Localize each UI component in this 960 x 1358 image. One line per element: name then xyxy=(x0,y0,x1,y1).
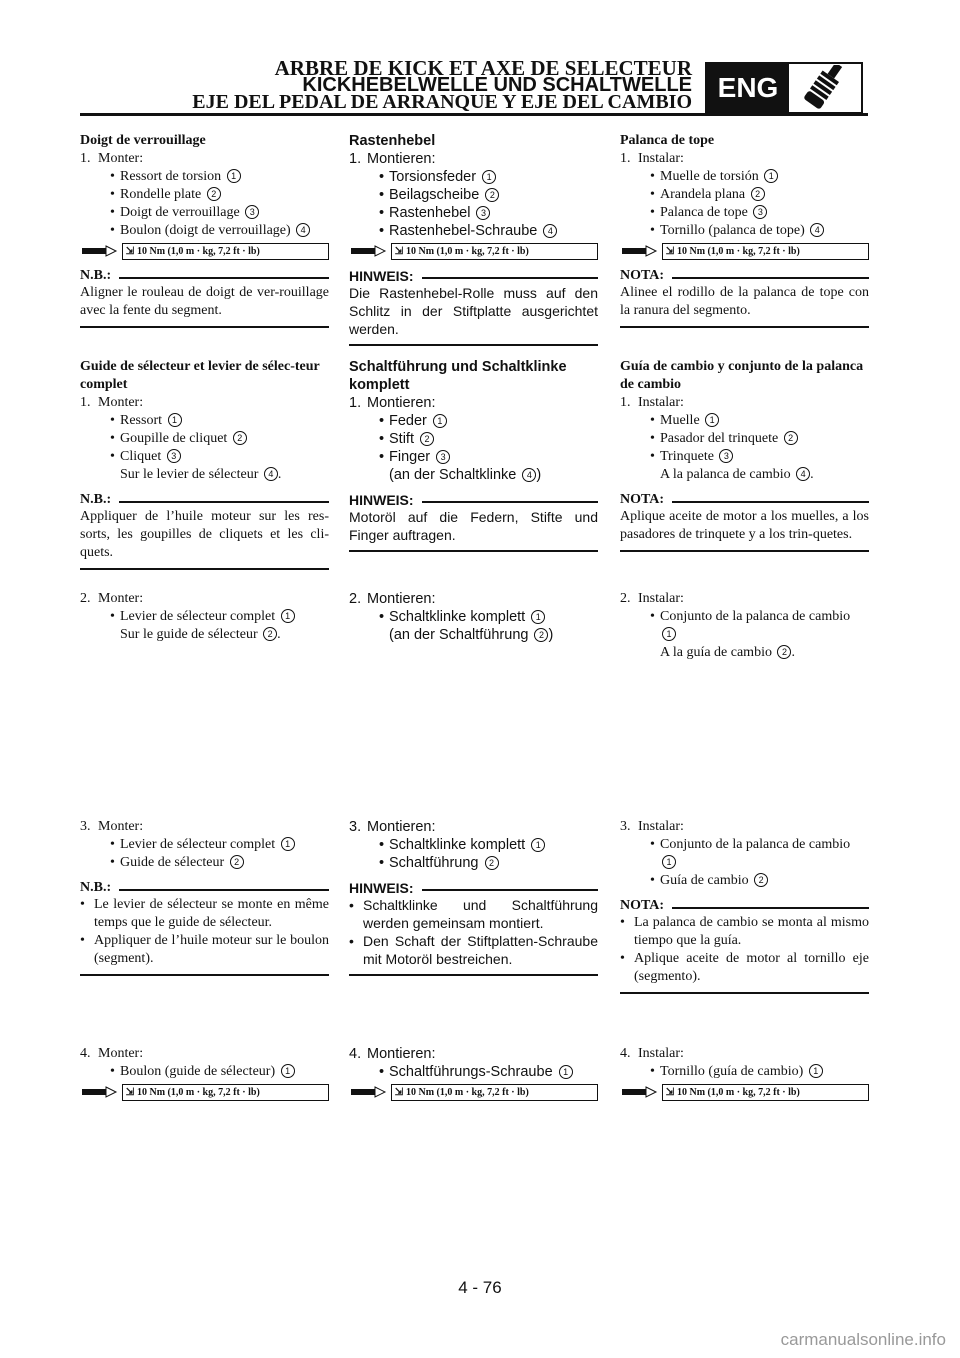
torque-icon: ⇲ xyxy=(665,1087,675,1098)
wrench-icon xyxy=(80,243,122,260)
header-rule xyxy=(80,113,868,116)
wrench-icon xyxy=(349,243,391,260)
wrench-icon xyxy=(620,243,662,260)
section-title: Guide de sélecteur et levier de sélec-teur complet xyxy=(80,359,320,392)
wrench-icon xyxy=(620,1084,662,1101)
section-5: 4. Montieren: • Schaltführungs-Schraube 1 ⇲ 10 Nm (1,0 m · kg, 7,2 ft · lb) xyxy=(349,1045,598,1101)
torque-spec: ⇲ 10 Nm (1,0 m · kg, 7,2 ft · lb) xyxy=(80,1084,329,1101)
section-1: Doigt de verrouillage 1. Monter: • Ressort de torsion 1 • Rondelle plate 2 • Doigt de verrouillage 3 • Boulon (doigt de verrouillage) 4 ⇲ 10 Nm (1,0 m · kg, 7,2 ft · lb) N.B.: Aligner le rouleau de doigt de ver-rouillage avec la fente du segment. xyxy=(80,132,329,328)
section-4: 3. Instalar: • Conjunto de la palanca de cambio 1 • Guía de cambio 2 NOTA: • La palanca de cambio se monta al mismo tiempo que la guía. • Aplique aceite de motor al tornillo eje (segmento). xyxy=(620,818,869,994)
eng-badge-label: ENG xyxy=(707,64,789,112)
torque-spec: ⇲ 10 Nm (1,0 m · kg, 7,2 ft · lb) xyxy=(620,243,869,260)
torque-spec: ⇲ 10 Nm (1,0 m · kg, 7,2 ft · lb) xyxy=(80,243,329,260)
header-title-es: EJE DEL PEDAL DE ARRANQUE Y EJE DEL CAMBIO xyxy=(192,91,692,113)
torque-icon: ⇲ xyxy=(394,246,404,257)
header-title-de: KICKHEBELWELLE UND SCHALTWELLE xyxy=(302,74,692,96)
wrench-icon xyxy=(80,1084,122,1101)
note-label: N.B.: xyxy=(80,268,112,283)
torque-icon: ⇲ xyxy=(394,1087,404,1098)
section-title: Doigt de verrouillage xyxy=(80,133,206,148)
header-title-fr: ARBRE DE KICK ET AXE DE SELECTEUR xyxy=(274,56,692,80)
torque-icon: ⇲ xyxy=(125,1087,135,1098)
torque-spec: ⇲ 10 Nm (1,0 m · kg, 7,2 ft · lb) xyxy=(349,243,598,260)
section-2: Schaltführung und Schaltklinke komplett 1. Montieren: • Feder 1 • Stift 2 • Finger 3 (an der Schaltklinke 4 ) HINWEIS: Motoröl auf die Federn, Stifte und Finger auftragen. xyxy=(349,358,598,552)
note-text: • Le levier de sélecteur se monte en même temps que le guide de sélecteur. • Appliquer de l’huile moteur sur le boulon (segment). xyxy=(80,896,329,976)
section-2: Guide de sélecteur et levier de sélec-teur complet 1. Monter: • Ressort 1 • Goupille de cliquet 2 • Cliquet 3 Sur le levier de sélecteur 4 . N.B.: Appliquer de l’huile moteur sur les res-sorts, les goupilles de cliquets et les cli-quets. xyxy=(80,358,329,570)
watermark: carmanualsonline.info xyxy=(780,1330,946,1349)
section-2: Guía de cambio y conjunto de la palanca de cambio 1. Instalar: • Muelle 1 • Pasador del trinquete 2 • Trinquete 3 A la palanca de cambio 4 . NOTA: Aplique aceite de motor a los muelles, a los pasadores de trinquete y a los trin-quetes. xyxy=(620,358,869,552)
section-4: 3. Monter: • Levier de sélecteur complet 1 • Guide de sélecteur 2 N.B.: • Le levier de sélecteur se monte en même temps que le guide de sélecteur. • Appliquer de l’huile moteur sur le boulon (segment). xyxy=(80,818,329,976)
section-5: 4. Monter: • Boulon (guide de sélecteur) 1 ⇲ 10 Nm (1,0 m · kg, 7,2 ft · lb) xyxy=(80,1045,329,1101)
torque-spec: ⇲ 10 Nm (1,0 m · kg, 7,2 ft · lb) xyxy=(620,1084,869,1101)
section-3: 2. Montieren: • Schaltklinke komplett 1 (an der Schaltführung 2 ) xyxy=(349,591,554,643)
section-1: Palanca de tope 1. Instalar: • Muelle de torsión 1 • Arandela plana 2 • Palanca de tope 3 • Tornillo (palanca de tope) 4 ⇲ 10 Nm (1,0 m · kg, 7,2 ft · lb) NOTA: Alinee el rodillo de la palanca de tope con la ranura del segmento. xyxy=(620,132,869,328)
page-number: 4 - 76 xyxy=(458,1278,502,1297)
note-text: Aligner le rouleau de doigt de ver-rouillage avec la fente du segment. xyxy=(80,284,329,328)
note-text: Appliquer de l’huile moteur sur les res-sorts, les goupilles de cliquets et les cli-quets. xyxy=(80,508,329,570)
eng-badge xyxy=(705,62,863,114)
section-1: Rastenhebel 1. Montieren: • Torsionsfeder 1 • Beilagscheibe 2 • Rastenhebel 3 • Rastenhebel-Schraube 4 ⇲ 10 Nm (1,0 m · kg, 7,2 ft · lb) HINWEIS: Die Rastenhebel-Rolle muss auf den Schlitz in der Stiftplatte ausgerichtet werden. xyxy=(349,132,598,346)
torque-spec: ⇲ 10 Nm (1,0 m · kg, 7,2 ft · lb) xyxy=(349,1084,598,1101)
engine-crank-icon xyxy=(789,64,861,112)
torque-icon: ⇲ xyxy=(665,246,675,257)
section-3: 2. Monter: • Levier de sélecteur complet 1 Sur le guide de sélecteur 2 . xyxy=(80,590,329,644)
torque-icon: ⇲ xyxy=(125,246,135,257)
wrench-icon xyxy=(349,1084,391,1101)
section-3: 2. Instalar: • Conjunto de la palanca de cambio 1 A la guía de cambio 2 . xyxy=(620,591,851,660)
section-4: 3. Montieren: • Schaltklinke komplett 1 • Schaltführung 2 HINWEIS: • Schaltklinke und Schaltführung werden gemeinsam montiert. • Den Schaft der Stiftplatten-Schraube mit Motoröl bestreichen. xyxy=(349,818,598,976)
section-5: 4. Instalar: • Tornillo (guía de cambio) 1 ⇲ 10 Nm (1,0 m · kg, 7,2 ft · lb) xyxy=(620,1045,869,1101)
